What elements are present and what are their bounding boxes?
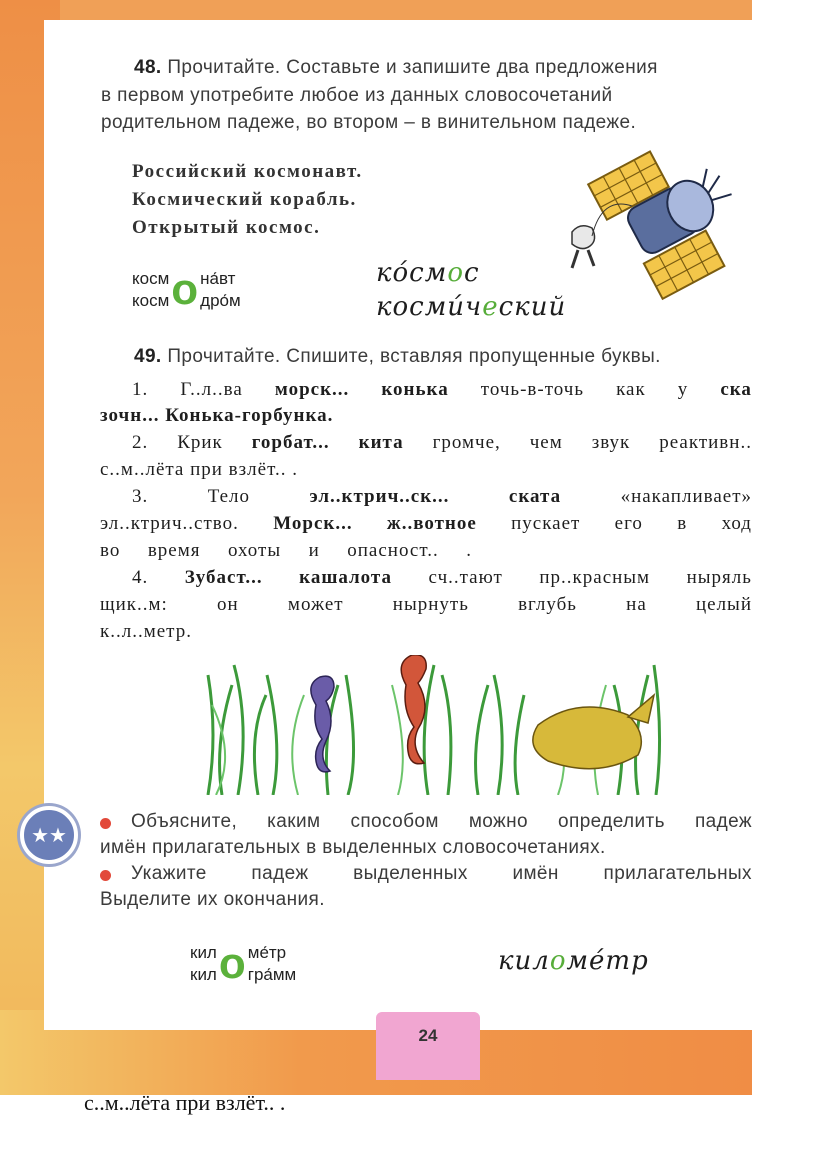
ex49-title xyxy=(134,346,661,368)
w-bold: морск... xyxy=(274,379,350,400)
w: прилагательных xyxy=(603,863,752,884)
sentence-1-line-1 xyxy=(132,379,752,401)
w: нырнуть xyxy=(392,594,469,615)
w: Крик xyxy=(177,432,223,453)
handwritten-kosmos xyxy=(376,258,480,288)
w: Тело xyxy=(207,486,251,507)
hand2-part-c: ский xyxy=(498,292,567,322)
w: пускает xyxy=(511,513,581,534)
ex49-title-text: Прочитайте. Спишите, вставляя пропущенные буквы. xyxy=(167,346,661,367)
w: эл..ктрич..ство. xyxy=(100,513,239,534)
w: сч..тают xyxy=(428,567,503,588)
vocab-prefix-1: косм xyxy=(132,269,170,288)
w: Укажите xyxy=(131,863,207,884)
vocab-suffix-2: дро́м xyxy=(200,291,241,310)
w: способом xyxy=(350,811,439,832)
sentence-4-line-1 xyxy=(132,567,752,589)
vocab2-highlight-letter: о xyxy=(218,939,246,988)
w: и xyxy=(308,540,320,561)
sentence-3-line-1 xyxy=(132,486,752,508)
hand3-part-b: о xyxy=(549,946,567,976)
w: Г..л..ва xyxy=(180,379,243,400)
task-2-line-1 xyxy=(131,863,752,885)
phrase-1: Российский космонавт. xyxy=(132,161,363,182)
sentence-1-line-2: зочн... Конька-горбунка. xyxy=(100,405,334,426)
star-badge-icon: ★★ xyxy=(20,806,78,864)
phrase-2: Космический корабль. xyxy=(132,189,357,210)
w-bold: кита xyxy=(358,432,404,453)
w: выделенных xyxy=(353,863,468,884)
vocab-word-kilo xyxy=(190,939,297,988)
vocab-prefix-2: косм xyxy=(132,291,170,310)
w: реактивн.. xyxy=(659,432,752,453)
w: 1. xyxy=(132,379,149,400)
ex48-phrases xyxy=(132,158,363,242)
hand2-part-a: косми́ч xyxy=(376,292,483,322)
w: 4. xyxy=(132,567,149,588)
task-1-line-1 xyxy=(131,811,752,833)
sentence-2-line-2: с..м..лёта при взлёт.. . xyxy=(100,459,298,480)
w: щик..м: xyxy=(100,594,168,615)
page-number-tab xyxy=(376,1012,480,1080)
w: на xyxy=(626,594,647,615)
w: ныряль xyxy=(686,567,752,588)
w: . xyxy=(466,540,472,561)
w: охоты xyxy=(227,540,282,561)
ex48-vocab-word xyxy=(132,265,241,314)
w: точь-в-точь xyxy=(480,379,584,400)
w: чем xyxy=(529,432,563,453)
w: в xyxy=(677,513,688,534)
sentence-4-line-2 xyxy=(100,594,752,616)
w: во xyxy=(100,540,121,561)
w: падеж xyxy=(251,863,309,884)
ex48-line1-text: Прочитайте. Составьте и запишите два предложения xyxy=(167,57,658,78)
w-bold: конька xyxy=(381,379,449,400)
w-bold: эл..ктрич..ск... xyxy=(309,486,450,507)
hand2-part-b: е xyxy=(482,292,499,322)
bullet-icon xyxy=(100,818,111,829)
w-bold: Морск... xyxy=(273,513,353,534)
w: может xyxy=(287,594,344,615)
w: опасност.. xyxy=(347,540,439,561)
w: время xyxy=(147,540,201,561)
w-bold: кашалота xyxy=(299,567,392,588)
w: вглубь xyxy=(518,594,577,615)
w: у xyxy=(677,379,689,400)
sentence-4-line-3: к..л..метр. xyxy=(100,621,192,642)
w-bold: горбат... xyxy=(251,432,330,453)
w: его xyxy=(614,513,643,534)
ex48-line1 xyxy=(134,57,658,79)
w: целый xyxy=(695,594,752,615)
vocab-suffix-1: на́вт xyxy=(200,269,236,288)
page-number: 24 xyxy=(418,1026,438,1045)
handwritten-kilometr xyxy=(498,946,649,976)
ex48-number: 48. xyxy=(134,57,162,78)
sentence-3-line-2 xyxy=(100,513,752,535)
task-1-line-2: имён прилагательных в выделенных словосочетаниях. xyxy=(100,837,606,858)
ex49-number: 49. xyxy=(134,346,162,367)
ex48-line2: в первом употребите любое из данных словосочетаний xyxy=(101,85,613,106)
hand1-part-a: ко́см xyxy=(376,258,448,288)
sea-creatures-illustration xyxy=(198,655,668,795)
w: имён xyxy=(512,863,559,884)
ex48-line3: родительном падеже, во втором – в винительном падеже. xyxy=(101,112,637,133)
vocab2-suffix-2: гра́мм xyxy=(247,965,297,984)
task-2-line-2: Выделите их окончания. xyxy=(100,889,325,910)
sentence-2-line-1 xyxy=(132,432,752,454)
w: 2. xyxy=(132,432,149,453)
w: определить xyxy=(558,811,665,832)
w-bold: ж..вотное xyxy=(386,513,477,534)
vocab-highlight-letter: о xyxy=(171,265,199,314)
hand3-part-a: кил xyxy=(498,946,550,976)
phrase-3: Открытый космос. xyxy=(132,217,321,238)
w: каким xyxy=(267,811,321,832)
vocab2-prefix-1: кил xyxy=(190,943,217,962)
handwritten-kosmicheskiy xyxy=(376,292,566,322)
w-bold: Зубаст... xyxy=(184,567,263,588)
hand1-part-b: о xyxy=(447,258,464,288)
overlay-caption: с..м..лёта при взлёт.. . xyxy=(84,1090,286,1115)
w: он xyxy=(217,594,239,615)
vocab2-prefix-2: кил xyxy=(190,965,217,984)
w: «накапливает» xyxy=(620,486,752,507)
satellite-illustration xyxy=(560,150,760,310)
w-bold: ска xyxy=(720,379,752,400)
w-bold: ската xyxy=(508,486,562,507)
hand1-part-c: с xyxy=(463,258,480,288)
bullet-icon xyxy=(100,870,111,881)
vocab2-suffix-1: ме́тр xyxy=(247,943,287,962)
w: Объясните, xyxy=(131,811,238,832)
w: 3. xyxy=(132,486,149,507)
w: можно xyxy=(468,811,529,832)
hand3-part-c: ме́тр xyxy=(566,946,649,976)
sentence-3-line-3 xyxy=(100,540,472,562)
w: звук xyxy=(591,432,631,453)
w: громче, xyxy=(432,432,501,453)
w: пр..красным xyxy=(539,567,651,588)
w: падеж xyxy=(694,811,752,832)
w: ход xyxy=(721,513,752,534)
w: как xyxy=(616,379,646,400)
